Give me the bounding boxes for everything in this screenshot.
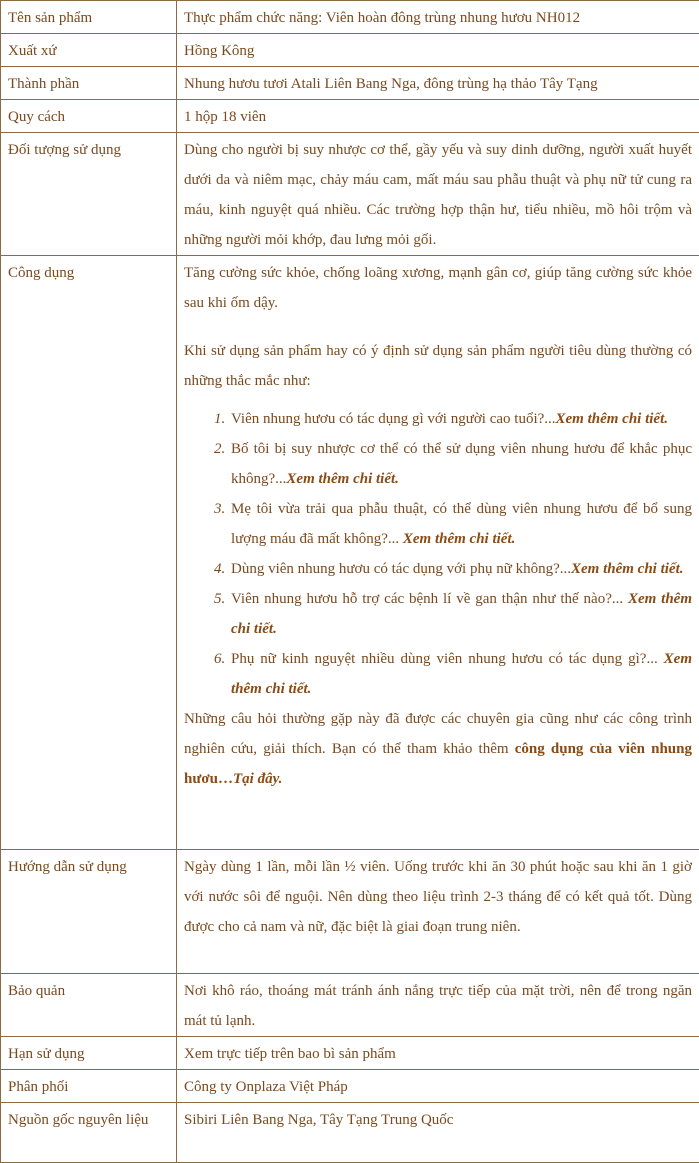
row-uses [1, 256, 699, 850]
label-packaging: Quy cách [1, 100, 177, 133]
value-uses [177, 256, 699, 850]
row-product-name [1, 1, 699, 34]
value-distributor: Công ty Onplaza Việt Pháp [177, 1070, 699, 1103]
uses-paragraph-3-text: Những câu hỏi thường gặp này đã được các chuyên gia cũng như các công trình nghiên cứu, giải thích. Bạn có thể tham khảo thêm [184, 711, 692, 757]
row-usage-instructions [1, 850, 699, 974]
faq-item [229, 554, 692, 584]
value-packaging: 1 hộp 18 viên [177, 100, 699, 133]
uses-paragraph-1: Tăng cường sức khỏe, chống loãng xương, mạnh gân cơ, giúp tăng cường sức khỏe sau khi ốm dậy. [184, 258, 692, 318]
value-origin: Hồng Kông [177, 34, 699, 67]
label-expiry: Hạn sử dụng [1, 1037, 177, 1070]
faq-question: Phụ nữ kinh nguyệt nhiều dùng viên nhung hươu có tác dụng gì?... [231, 651, 664, 667]
value-ingredients: Nhung hươu tươi Atali Liên Bang Nga, đông trùng hạ thảo Tây Tạng [177, 67, 699, 100]
value-usage-instructions: Ngày dùng 1 lần, mỗi lần ½ viên. Uống trước khi ăn 30 phút hoặc sau khi ăn 1 giờ với nước sôi để nguội. Nên dùng theo liệu trình 2-3 tháng để có kết quả tốt. Dùng được cho cả nam và nữ, đặc biệt là giai đoạn trung niên. [177, 850, 699, 974]
uses-benefits-link[interactable]: công dụng của viên nhung hươu… [184, 741, 692, 787]
label-storage: Bảo quản [1, 974, 177, 1037]
faq-question: Dùng viên nhung hươu có tác dụng với phụ nữ không?... [231, 561, 571, 577]
see-more-link[interactable]: Xem thêm chi tiết. [231, 591, 692, 637]
see-more-link[interactable]: Xem thêm chi tiết. [571, 561, 684, 577]
see-more-link[interactable]: Xem thêm chi tiết. [403, 531, 516, 547]
label-distributor: Phân phối [1, 1070, 177, 1103]
value-target-users: Dùng cho người bị suy nhược cơ thể, gầy yếu và suy dinh dưỡng, người xuất huyết dưới da và niêm mạc, chảy máu cam, mất máu sau phẫu thuật và phụ nữ tử cung ra máu, kinh nguyệt quá nhiều. Các trường hợp thận hư, tiểu nhiều, mồ hôi trộm và những người mỏi khớp, đau lưng mỏi gối. [177, 133, 699, 256]
label-uses: Công dụng [1, 256, 177, 850]
here-link[interactable]: Tại đây. [233, 771, 282, 787]
faq-question: Viên nhung hươu hỗ trợ các bệnh lí về gan thận như thế nào?... [231, 591, 628, 607]
row-ingredients [1, 67, 699, 100]
faq-item [229, 434, 692, 494]
faq-list [184, 404, 692, 704]
row-expiry [1, 1037, 699, 1070]
row-material-source [1, 1103, 699, 1163]
label-usage-instructions: Hướng dẫn sử dụng [1, 850, 177, 974]
faq-item [229, 584, 692, 644]
faq-item [229, 404, 692, 434]
row-packaging [1, 100, 699, 133]
label-product-name: Tên sản phẩm [1, 1, 177, 34]
faq-item [229, 494, 692, 554]
value-material-source: Sibiri Liên Bang Nga, Tây Tạng Trung Quốc [177, 1103, 699, 1163]
label-ingredients: Thành phần [1, 67, 177, 100]
label-target-users: Đối tượng sử dụng [1, 133, 177, 256]
value-expiry: Xem trực tiếp trên bao bì sản phẩm [177, 1037, 699, 1070]
row-target-users [1, 133, 699, 256]
faq-question: Bố tôi bị suy nhược cơ thể có thể sử dụng viên nhung hươu để khắc phục không?... [231, 441, 692, 487]
uses-paragraph-2: Khi sử dụng sản phẩm hay có ý định sử dụng sản phẩm người tiêu dùng thường có những thắc mắc như: [184, 336, 692, 396]
value-storage: Nơi khô ráo, thoáng mát tránh ánh nắng trực tiếp của mặt trời, nên để trong ngăn mát tủ lạnh. [177, 974, 699, 1037]
uses-paragraph-3 [184, 704, 692, 794]
row-origin [1, 34, 699, 67]
see-more-link[interactable]: Xem thêm chi tiết. [556, 411, 669, 427]
row-storage [1, 974, 699, 1037]
label-origin: Xuất xứ [1, 34, 177, 67]
value-product-name: Thực phẩm chức năng: Viên hoàn đông trùng nhung hươu NH012 [177, 1, 699, 34]
faq-question: Mẹ tôi vừa trải qua phẫu thuật, có thể dùng viên nhung hươu để bổ sung lượng máu đã mất không?... [231, 501, 692, 547]
label-material-source: Nguồn gốc nguyên liệu [1, 1103, 177, 1163]
see-more-link[interactable]: Xem thêm chi tiết. [231, 651, 692, 697]
faq-item [229, 644, 692, 704]
faq-question: Viên nhung hươu có tác dụng gì với người cao tuổi?... [231, 411, 556, 427]
see-more-link[interactable]: Xem thêm chi tiết. [286, 471, 399, 487]
row-distributor [1, 1070, 699, 1103]
